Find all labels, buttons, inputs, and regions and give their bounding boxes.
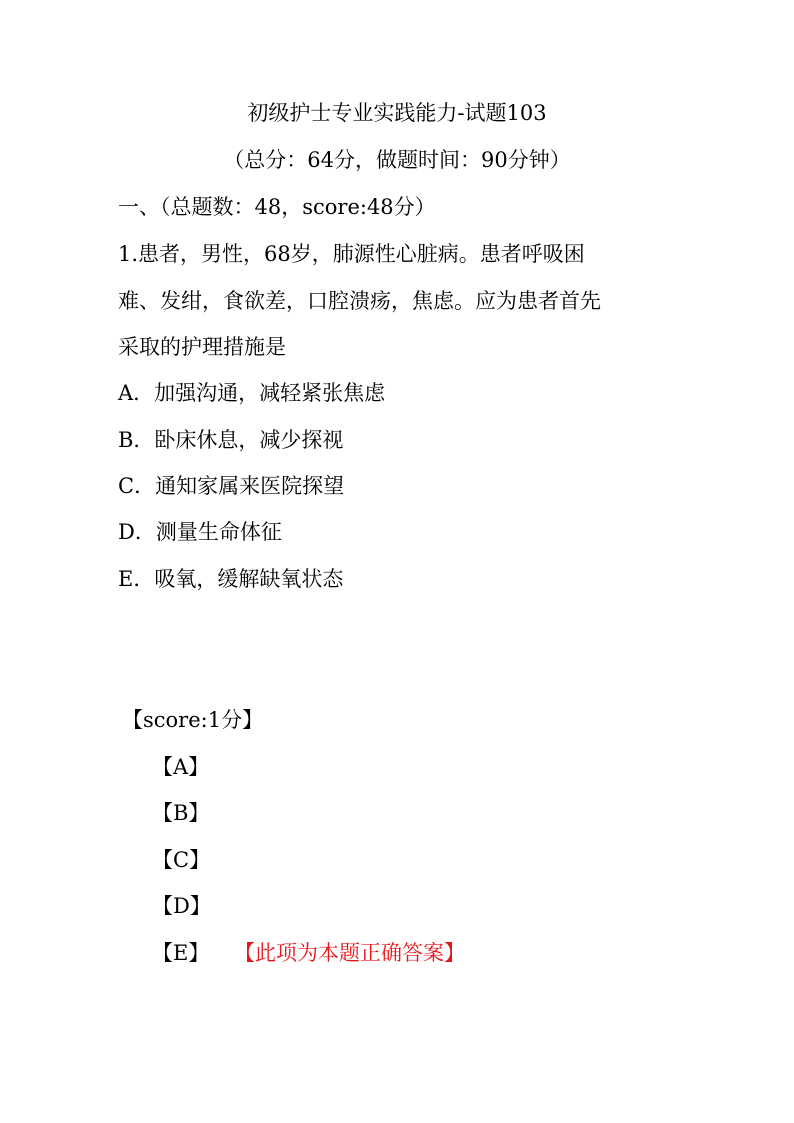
correct-answer-marker: 【此项为本题正确答案】 xyxy=(234,941,465,965)
score-label: 【score:1分】 xyxy=(122,708,264,732)
question-stem-line-1: 1.患者，男性，68岁，肺源性心脏病。患者呼吸困 xyxy=(118,242,585,266)
option-b: B．卧床休息，减少探视 xyxy=(118,428,344,452)
question-stem-line-2: 难、发绀，食欲差，口腔溃疡，焦虑。应为患者首先 xyxy=(118,289,601,313)
exam-info: （总分：64分，做题时间：90分钟） xyxy=(223,148,571,172)
answer-choice-b: 【B】 xyxy=(152,801,210,825)
section-heading: 一、（总题数：48，score:48分） xyxy=(118,195,436,219)
option-d: D．测量生命体征 xyxy=(118,520,282,544)
answer-choice-a: 【A】 xyxy=(152,755,210,779)
option-e: E．吸氧，缓解缺氧状态 xyxy=(118,567,344,591)
page-title: 初级护士专业实践能力-试题103 xyxy=(247,101,547,125)
option-a: A．加强沟通，减轻紧张焦虑 xyxy=(118,381,386,405)
question-stem-line-3: 采取的护理措施是 xyxy=(118,335,286,359)
answer-choice-c: 【C】 xyxy=(152,848,211,872)
answer-choice-d: 【D】 xyxy=(152,894,211,918)
answer-choice-e: 【E】 xyxy=(152,941,210,965)
option-c: C．通知家属来医院探望 xyxy=(118,474,345,498)
